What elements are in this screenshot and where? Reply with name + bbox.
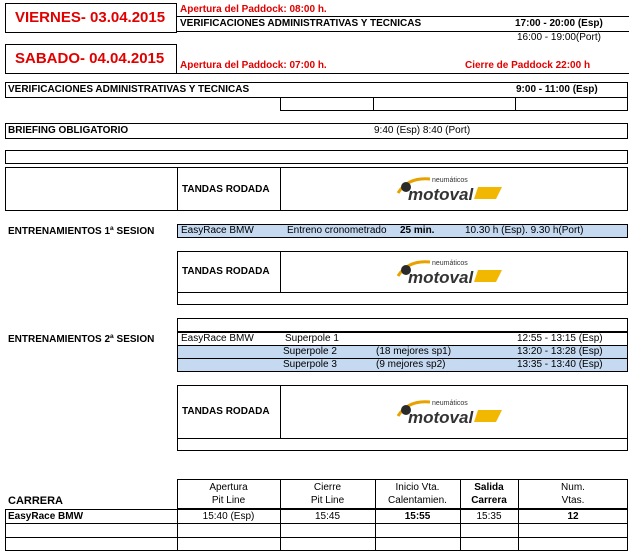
saturday-paddock-open: Apertura del Paddock: 07:00 h.: [180, 60, 327, 71]
session2-blank-row: [177, 438, 628, 451]
svg-text:motoval: motoval: [408, 408, 474, 427]
motoval-logo-icon: [390, 396, 505, 428]
motoval-logo-icon: [390, 173, 505, 205]
svg-text:neumáticos: neumáticos: [432, 260, 468, 267]
saturday-admin-time: 9:00 - 11:00 (Esp): [516, 84, 598, 95]
race-row-left: [5, 509, 6, 551]
blank-row-box: [5, 150, 628, 164]
race-pit-close: 15:45: [314, 511, 341, 522]
race-row-top: [5, 509, 628, 510]
race-hdr-warmup-2: Calentamien.: [388, 495, 447, 506]
session2-top-line: [177, 318, 628, 332]
friday-admin-time-port: 16:00 - 19:00(Port): [517, 32, 601, 43]
session1-duration: 25 min.: [400, 225, 435, 236]
saturday-admin-sub: [280, 97, 628, 111]
session1-desc: Entreno cronometrado: [287, 225, 387, 236]
session1-label: ENTRENAMIENTOS 1ª SESION: [8, 226, 155, 237]
race-row-line-3: [5, 550, 628, 551]
friday-bottom: [177, 31, 629, 32]
friday-title: VIERNES- 03.04.2015: [15, 9, 166, 26]
tandas-1-box: [5, 167, 628, 211]
session2-row2-name: Superpole 2: [283, 346, 337, 357]
race-hdr-pit-open-1: Apertura: [209, 482, 248, 493]
briefing-time: 9:40 (Esp) 8:40 (Port): [374, 125, 471, 136]
session2-row3-note: (9 mejores sp2): [376, 359, 446, 370]
session2-row3-time: 13:35 - 13:40 (Esp): [517, 359, 603, 370]
race-row-line-2: [5, 537, 628, 538]
svg-text:motoval: motoval: [408, 185, 474, 204]
motoval-logo-icon: [390, 256, 505, 288]
session1-blank-row: [177, 292, 628, 305]
tandas-1-label: TANDAS RODADA: [182, 184, 270, 195]
tandas-1-div2: [280, 167, 281, 211]
race-row-line-1: [5, 523, 628, 524]
saturday-admin-sub-div2: [515, 97, 516, 111]
session2-row1-name: Superpole 1: [285, 333, 339, 344]
session2-row2-time: 13:20 - 13:28 (Esp): [517, 346, 603, 357]
race-hdr-pit-close-2: Pit Line: [310, 495, 345, 506]
tandas-1-div: [177, 167, 178, 211]
saturday-admin-label: VERIFICACIONES ADMINISTRATIVAS Y TECNICAS: [8, 84, 250, 95]
session1-class: EasyRace BMW: [181, 225, 254, 236]
tandas-3-div: [280, 385, 281, 439]
briefing-label: BRIEFING OBLIGATORIO: [8, 125, 129, 136]
tandas-2-div: [280, 251, 281, 293]
saturday-admin-sub-div1: [373, 97, 374, 111]
session2-row3-name: Superpole 3: [283, 359, 337, 370]
svg-text:neumáticos: neumáticos: [432, 177, 468, 184]
race-hdr-pit-open-2: Pit Line: [211, 495, 246, 506]
race-hdr-warmup-1: Inicio Vta.: [395, 482, 440, 493]
race-hdr-laps-2: Vtas.: [561, 495, 585, 506]
friday-divider: [177, 16, 629, 17]
friday-paddock-open: Apertura del Paddock: 08:00 h.: [180, 4, 327, 15]
race-label: CARRERA: [8, 495, 63, 507]
session2-class: EasyRace BMW: [181, 333, 254, 344]
tandas-3-label: TANDAS RODADA: [182, 406, 270, 417]
svg-text:neumáticos: neumáticos: [432, 400, 468, 407]
race-hdr-pit-close-1: Cierre: [313, 482, 342, 493]
svg-text:motoval: motoval: [408, 268, 474, 287]
race-class-div: [177, 509, 178, 551]
friday-admin-time-esp: 17:00 - 20:00 (Esp): [515, 18, 603, 29]
saturday-paddock-close: Cierre de Paddock 22:00 h: [465, 60, 591, 71]
session2-row1-time: 12:55 - 13:15 (Esp): [517, 333, 603, 344]
race-warmup: 15:55: [404, 511, 431, 522]
race-hdr-start-1: Salida: [474, 482, 504, 493]
race-laps: 12: [567, 511, 579, 522]
race-start: 15:35: [476, 511, 502, 522]
tandas-2-label: TANDAS RODADA: [182, 266, 270, 277]
race-hdr-laps-1: Num.: [561, 482, 585, 493]
session1-time: 10.30 h (Esp). 9.30 h(Port): [465, 225, 584, 236]
session2-label: ENTRENAMIENTOS 2ª SESION: [8, 334, 155, 345]
saturday-title: SABADO- 04.04.2015: [15, 50, 165, 67]
race-hdr-start-2: Carrera: [471, 495, 507, 506]
saturday-paddock-line: [177, 73, 629, 74]
session2-row2-note: (18 mejores sp1): [376, 346, 452, 357]
race-class: EasyRace BMW: [8, 511, 84, 522]
friday-admin-label: VERIFICACIONES ADMINISTRATIVAS Y TECNICAS: [180, 18, 422, 29]
race-pit-open: 15:40 (Esp): [202, 511, 255, 522]
